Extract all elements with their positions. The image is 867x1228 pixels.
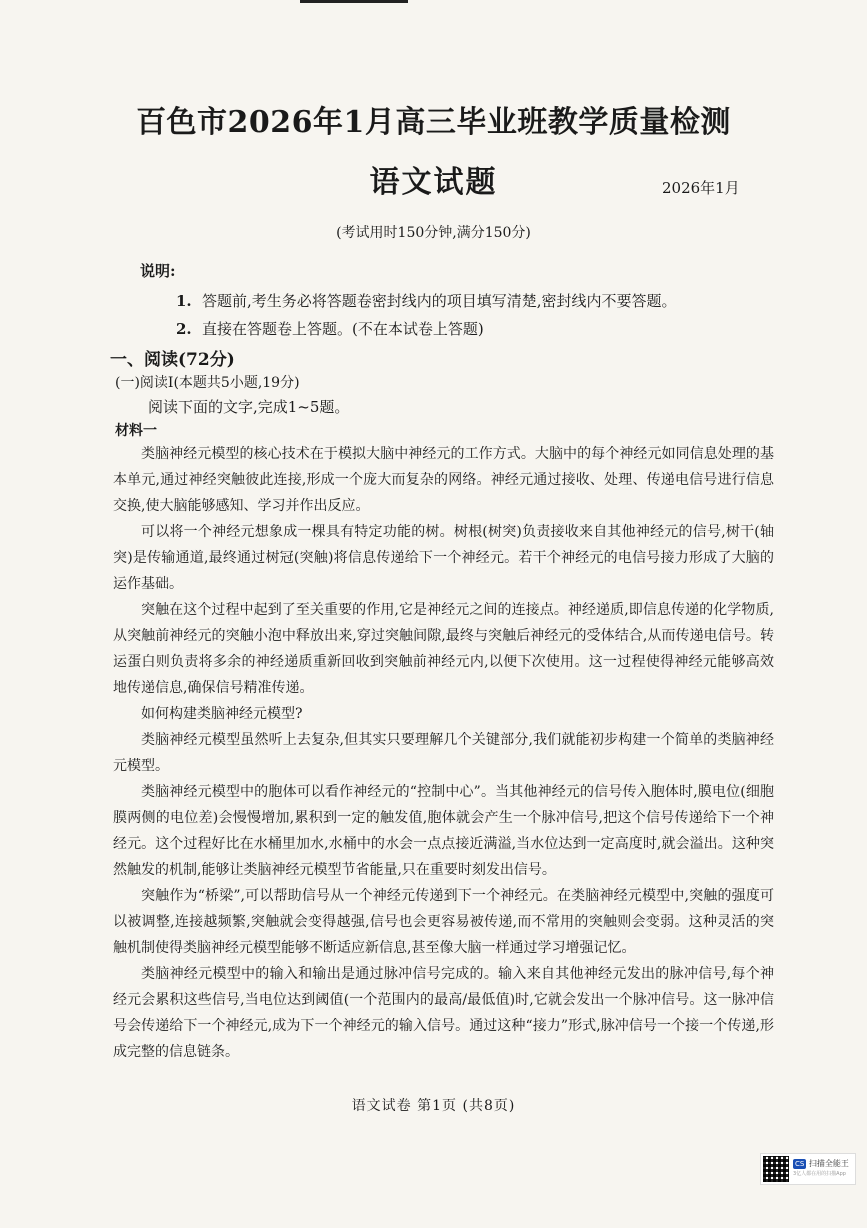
passage-paragraph: 如何构建类脑神经元模型?: [141, 706, 303, 722]
exam-title: 百色市2026年1月高三毕业班教学质量检测: [136, 105, 731, 140]
subsection-heading: (一)阅读Ⅰ(本题共5小题,19分): [115, 375, 300, 391]
instructions-heading: 说明:: [140, 262, 176, 280]
instruction-item: [176, 287, 677, 315]
instruction-text: 答题前,考生务必将答题卷密封线内的项目填写清楚,密封线内不要答题。: [202, 292, 677, 310]
passage-paragraph: 突触在这个过程中起到了至关重要的作用,它是神经元之间的连接点。神经递质,即信息传递的化学物质,从突触前神经元的突触小泡中释放出来,穿过突触间隙,最终与突触后神经元的受体结合,从而传递电信号。转运蛋白则负责将多余的神经递质重新回收到突触前神经元内,以便下次使用。这一过程使得神经元能够高效地传递信息,确保信号精准传递。: [113, 602, 774, 696]
scanner-logo: CS: [795, 1160, 805, 1168]
instruction-text: 直接在答题卷上答题。(不在本试卷上答题): [202, 320, 484, 338]
qr-code-icon: [763, 1156, 789, 1182]
reading-passage: [113, 441, 774, 1065]
exam-time-info: (考试用时150分钟,满分150分): [336, 225, 531, 241]
passage-paragraph: 可以将一个神经元想象成一棵具有特定功能的树。树根(树突)负责接收来自其他神经元的信号,树干(轴突)是传输通道,最终通过树冠(突触)将信息传递给下一个神经元。若干个神经元的电信号接力形成了大脑的运作基础。: [113, 524, 774, 592]
material-label: 材料一: [115, 423, 157, 439]
scanner-name: 扫描全能王: [808, 1159, 849, 1168]
instruction-number: 2.: [176, 320, 192, 338]
instruction-item: [176, 315, 677, 343]
instruction-number: 1.: [176, 292, 192, 310]
exam-subject-title: 语文试题: [369, 165, 498, 200]
instructions-block: [140, 260, 677, 343]
exam-date: 2026年1月: [662, 179, 740, 197]
scan-edge-mark: [300, 0, 408, 3]
passage-paragraph: 类脑神经元模型的核心技术在于模拟大脑中神经元的工作方式。大脑中的每个神经元如同信息处理的基本单元,通过神经突触彼此连接,形成一个庞大而复杂的网络。神经元通过接收、处理、传递电信号进行信息交换,使大脑能够感知、学习并作出反应。: [113, 446, 774, 514]
page-footer: 语文试卷 第1页 (共8页): [351, 1098, 516, 1114]
passage-paragraph: 类脑神经元模型虽然听上去复杂,但其实只要理解几个关键部分,我们就能初步构建一个简单的类脑神经元模型。: [113, 732, 774, 774]
section-heading: 一、阅读(72分): [110, 350, 235, 370]
scanner-tagline: 3亿人都在用的扫描App: [793, 1171, 846, 1177]
passage-paragraph: 类脑神经元模型中的输入和输出是通过脉冲信号完成的。输入来自其他神经元发出的脉冲信号,每个神经元会累积这些信号,当电位达到阈值(一个范围内的最高/最低值)时,它就会发出一个脉冲信号。这一脉冲信号会传递给下一个神经元,成为下一个神经元的输入信号。通过这种“接力”形式,脉冲信号一个接一个传递,形成完整的信息链条。: [113, 966, 774, 1060]
passage-paragraph: 突触作为“桥梁”,可以帮助信号从一个神经元传递到下一个神经元。在类脑神经元模型中,突触的强度可以被调整,连接越频繁,突触就会变得越强,信号也会更容易被传递,而不常用的突触则会变弱。这种灵活的突触机制使得类脑神经元模型能够不断适应新信息,甚至像大脑一样通过学习增强记忆。: [113, 888, 774, 956]
reading-instruction: 阅读下面的文字,完成1~5题。: [148, 398, 350, 416]
passage-paragraph: 类脑神经元模型中的胞体可以看作神经元的“控制中心”。当其他神经元的信号传入胞体时,膜电位(细胞膜两侧的电位差)会慢慢增加,累积到一定的触发值,胞体就会产生一个脉冲信号,把这个信号传递给下一个神经元。这个过程好比在水桶里加水,水桶中的水会一点点接近满溢,当水位达到一定高度时,就会溢出。这种突然触发的机制,能够让类脑神经元模型节省能量,只在重要时刻发出信号。: [113, 784, 774, 878]
scanner-watermark: [760, 1153, 856, 1185]
